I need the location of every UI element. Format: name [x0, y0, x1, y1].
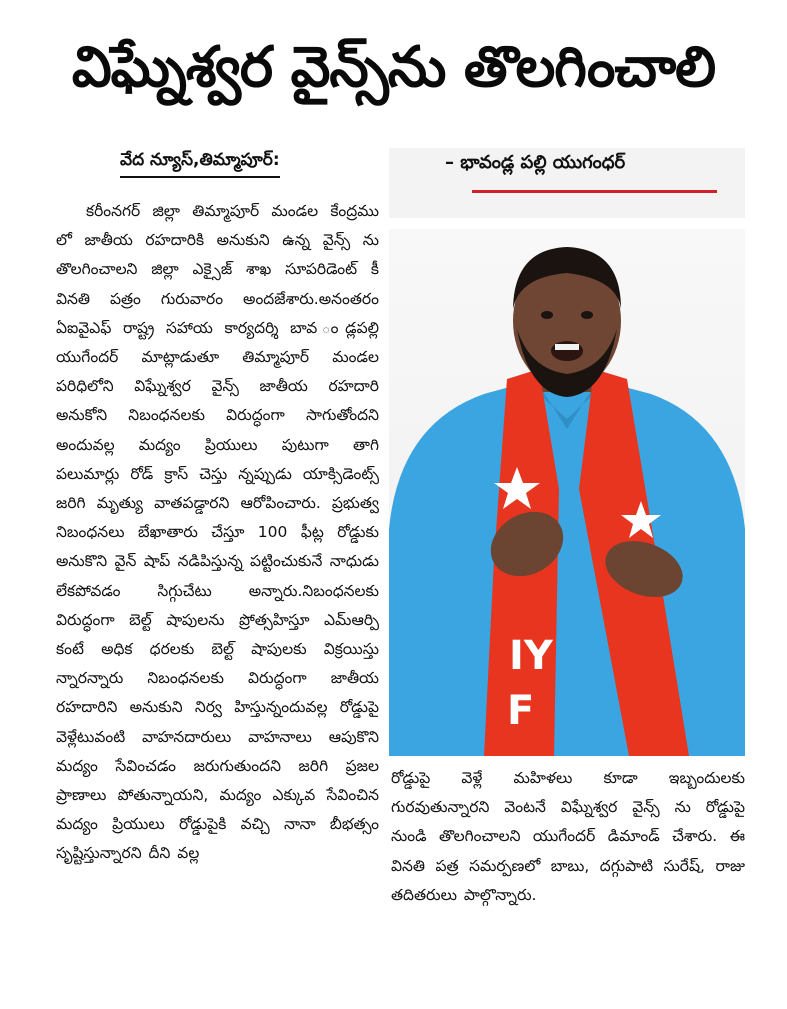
article-body-left: కరీంనగర్ జిల్లా తిమ్మాపూర్ మండల కేంద్రము లో జాతీయ రహదారికి అనుకుని ఉన్న వైన్స్ ను తొలగించాలని జిల్లా ఎక్సైజ్ శాఖ సూపరిడెంట్ కీ వినతి పత్రం గురువారం అందజేశారు.అనంతరం ఏఐవైఎఫ్ రాష్ట్ర సహాయ కార్యదర్శి బావ ండ్లపల్లి యుగేందర్ మాట్లాడుతూ తిమ్మాపూర్ మండల పరిధిలోని విఘ్నేశ్వర వైన్స్ జాతీయ రహదారి అనుకోని నిబంధనలకు విరుద్ధంగా సాగుతోందని అందువల్ల మద్యం ప్రియులు పుటుగా తాగి పలుమార్లు రోడ్ క్రాస్ చెస్తు న్నప్పుడు యాక్సిడెంట్స్ జరిగి మృత్యు వాతపడ్డారని ఆరోపించారు. ప్రభుత్వ నిబంధనలు బేఖాతారు చేస్తూ 100 ఫీట్ల రోడ్డుకు అనుకొని వైన్ షాప్ నడిపిస్తున్న పట్టించుకునే నాధుడు లేకపోవడం సిగ్గుచేటు అన్నారు.నిబంధనలకు విరుద్ధంగా బెల్ట్ షాపులను ప్రోత్సహిస్తూ ఎమ్ఆర్పి కంటే అధిక ధరలకు బెల్ట్ షాపులకు విక్రయిస్తు న్నారన్నారు నిబంధనలకు విరుద్ధంగా జాతీయ రహదారిని అనుకుని నిర్వ హిస్తున్నందువల్ల రోడ్డుపై వెళ్లేటువంటి వాహనదారులు వాహనాలు ఆపుకొని మద్యం సేవించడం జరుగుతుందని జరిగి ప్రజల ప్రాణాలు పోతున్నాయని, మద్యం ఎక్కువ సేవించిన మద్యం ప్రియులు రోడ్డుపైకి వచ్చి నానా బీభత్సం సృష్టిస్తున్నారని దీని వల్ల [56, 202, 379, 863]
byline: – భావండ్ల పల్లి యుగంధర్ [445, 152, 626, 173]
article-body-right: రోడ్డుపై వెళ్లే మహిళలు కూడా ఇబ్బందులకు గురవుతున్నారని వెంటనే విఘ్నేశ్వర వైన్స్ ను రోడ్డుపై నుండి తొలగించాలని యుగేందర్ డిమాండ్ చేశారు. ఈ వినతి పత్ర సమర్పణలో బాబు, దగ్గుపాటి సురేష్, రాజు తదితరులు పాల్గొన్నారు. [391, 769, 745, 904]
scarf-text: IY [509, 633, 553, 679]
person-photo [389, 229, 745, 756]
svg-text:F: F [507, 688, 535, 734]
person-illustration [389, 229, 745, 756]
shirt-shape [389, 379, 745, 756]
headline: విఘ్నేశ్వర వైన్స్‌ను తొలగించాలి [71, 35, 716, 100]
dateline: వేద న్యూస్,తిమ్మాపూర్: [120, 150, 280, 178]
byline-rule [472, 190, 717, 193]
